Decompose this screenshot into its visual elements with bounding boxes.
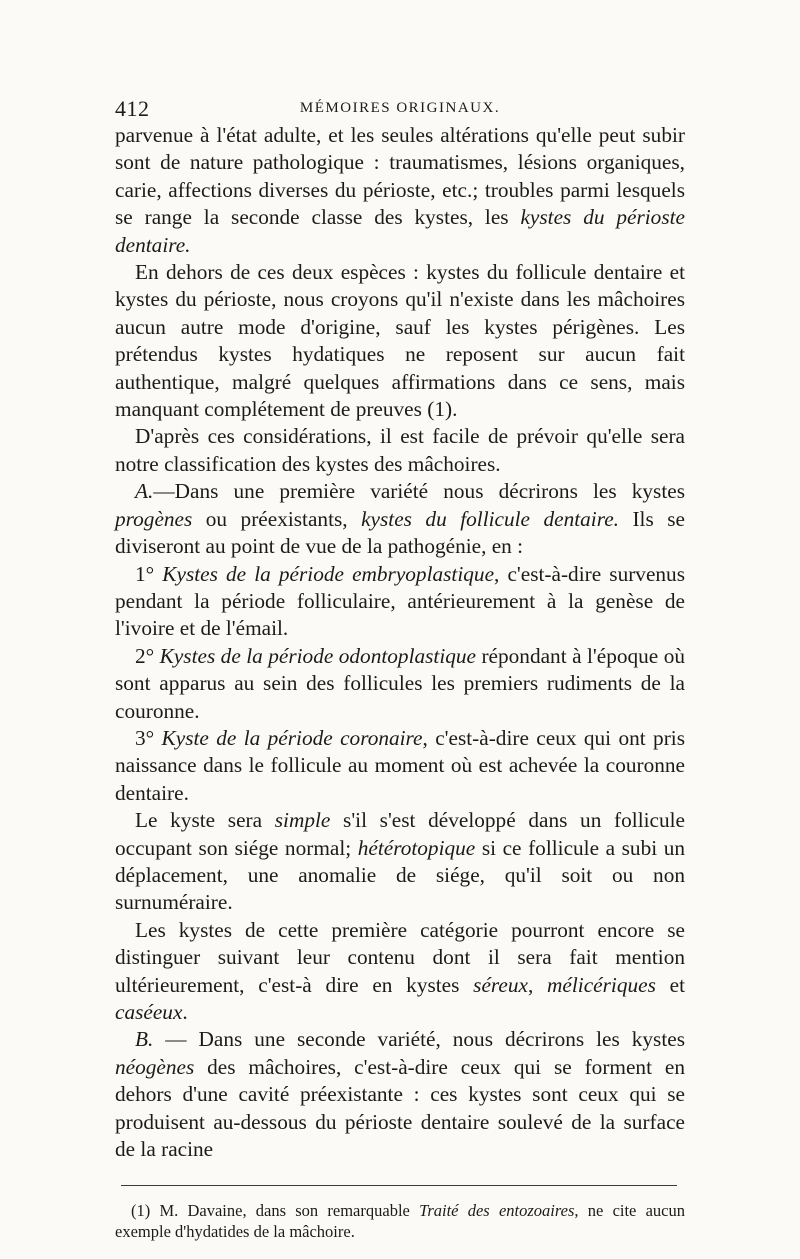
italic-run: kystes du périoste dentaire. (115, 205, 685, 257)
body-text (115, 122, 685, 1163)
page (115, 92, 685, 1259)
italic-run: caséeux (115, 1000, 183, 1024)
footnote (115, 1200, 685, 1242)
text-run: Ils se diviseront au point de vue de la pathogénie, en : (115, 506, 685, 559)
text-run: ou préexistants, (192, 506, 362, 531)
paragraph (115, 1026, 685, 1163)
italic-run: Kyste de la période coronaire (161, 725, 423, 750)
text-run: parvenue à l'état adulte, et les seules altérations qu'elle peut subir sont de nature pathologique : traumatismes, lésions organiques, carie, affections diverses du périoste, etc.; troubles parmi lesquels se range la seconde classe des kystes, les (115, 123, 685, 230)
italic-run: séreux (473, 972, 528, 997)
page-number: 412 (115, 96, 150, 121)
text-run: . (182, 1000, 188, 1024)
italic-run: néogènes (115, 1054, 195, 1079)
text-run: Les kystes de cette première catégorie pourront encore se distinguer suivant leur contenu dont il sera fait mention ultérieurement, c'est-à dire en kystes (115, 917, 685, 997)
text-run: et (655, 972, 685, 997)
text-run: Le kyste sera (135, 808, 275, 833)
text-run: , c'est-à-dire survenus pendant la période folliculaire, antérieurement à la genèse de l'ivoire et de l'émail. (115, 561, 685, 641)
italic-run: Traité des entozoaires (419, 1201, 575, 1221)
italic-run: simple (274, 808, 331, 833)
text-run: —Dans une première variété nous décrirons les kystes (153, 479, 685, 504)
text-run: 2° (135, 643, 160, 668)
paragraph (115, 561, 685, 643)
italic-run: Kystes de la période embryoplastique (162, 561, 495, 586)
paragraph (115, 725, 685, 807)
paragraph (115, 478, 685, 560)
text-run: 3° (135, 725, 162, 750)
text-run: , c'est-à-dire ceux qui ont pris naissance dans le follicule au moment où est achevée la couronne dentaire. (115, 725, 685, 805)
text-run: — Dans une seconde variété, nous décrirons les kystes (153, 1027, 685, 1052)
text-run: , (527, 972, 548, 997)
paragraph (115, 122, 685, 259)
text-run: s'il s'est développé dans un follicule occupant son siége normal; (115, 808, 685, 860)
page-header (115, 92, 685, 122)
italic-run: kystes du follicule dentaire. (361, 506, 619, 531)
running-head: MÉMOIRES ORIGINAUX. (299, 100, 501, 116)
text-run: répondant à l'époque où sont apparus au sein des follicules les premiers rudiments de la couronne. (115, 643, 685, 723)
text-run: des mâchoires, c'est-à-dire ceux qui se forment en dehors d'une cavité préexistante : ces kystes sont ceux qui se produisent au-dessous du périoste dentaire soulevé de la surface de la racine (115, 1054, 685, 1162)
paragraph (115, 259, 685, 423)
text-run: En dehors de ces deux espèces : kystes du follicule dentaire et kystes du périoste, nous croyons qu'il n'existe dans les mâchoires aucun autre mode d'origine, sauf les kystes périgènes. Les prétendus kystes hydatiques ne reposent sur aucun fait authentique, malgré quelques affirmations dans ce sens, mais manquant complétement de preuves (1). (115, 260, 685, 422)
text-run: si ce follicule a subi un déplacement, une anomalie de siége, qu'il soit ou non surnuméraire. (115, 835, 685, 915)
italic-run: A. (135, 479, 154, 504)
italic-run: B. (135, 1027, 154, 1052)
paragraph (115, 423, 685, 478)
text-run: (1) M. Davaine, dans son remarquable (131, 1201, 420, 1221)
italic-run: hétérotopique (357, 835, 476, 860)
paragraph (115, 807, 685, 917)
paragraph (115, 643, 685, 725)
text-run: 1° (135, 561, 163, 586)
footnote-rule (121, 1185, 677, 1186)
italic-run: progènes (115, 506, 193, 531)
italic-run: Kystes de la période odontoplastique (159, 643, 477, 668)
text-run: D'après ces considérations, il est facile de prévoir qu'elle sera notre classification des kystes des mâchoires. (115, 424, 685, 476)
paragraph (115, 917, 685, 1027)
italic-run: mélicériques (547, 972, 656, 997)
text-run: , ne cite aucun exemple d'hydatides de la mâchoire. (115, 1201, 685, 1242)
